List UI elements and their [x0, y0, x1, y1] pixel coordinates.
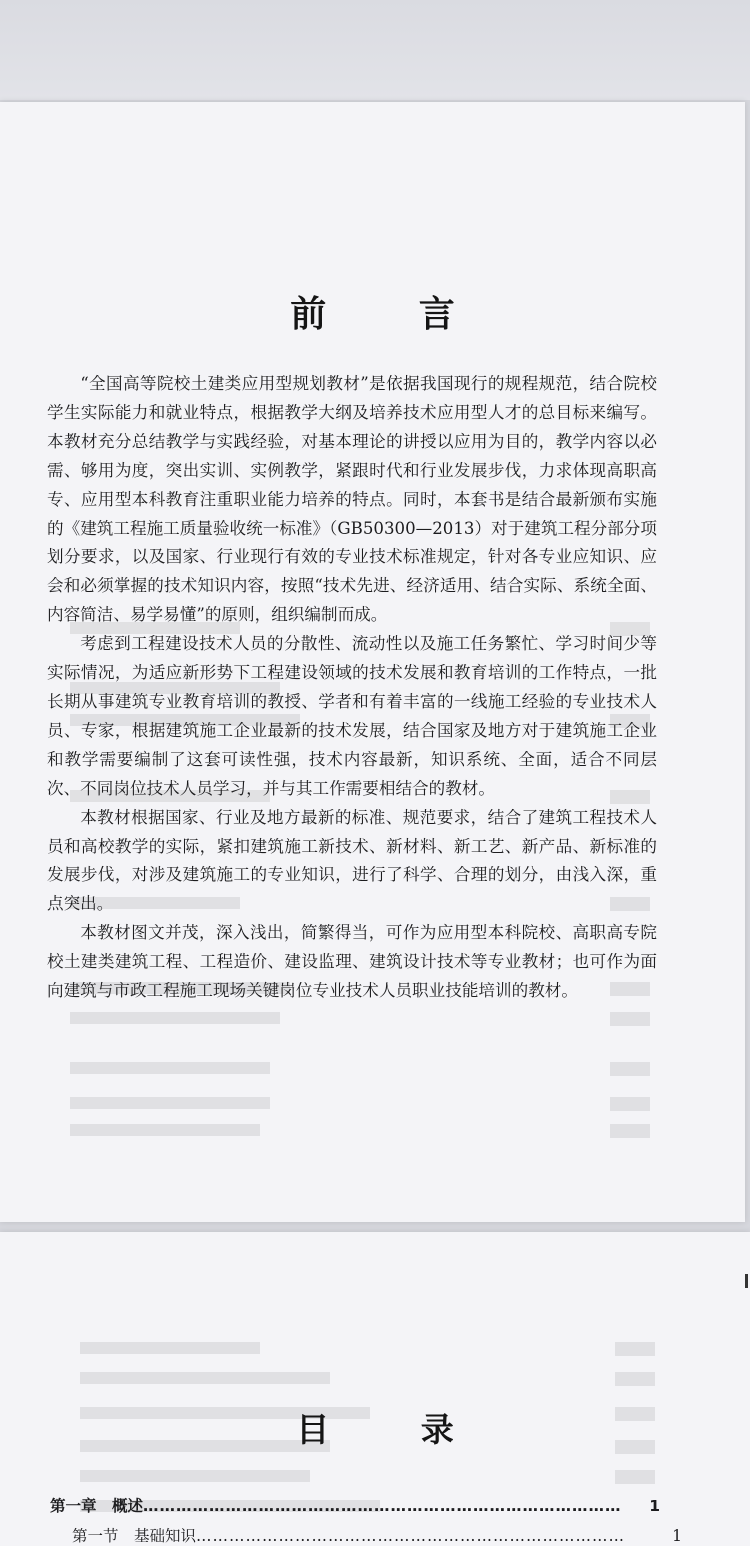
toc-page [0, 1232, 750, 1546]
page-edge-mark [745, 1274, 748, 1288]
toc-entry-label: 第一节 基础知识 [72, 1527, 197, 1545]
preface-paragraph-3: 本教材根据国家、行业及地方最新的标准、规范要求，结合了建筑工程技术人员和高校教学的实际，紧扣建筑施工新技术、新材料、新工艺、新产品、新标准的发展步伐，对涉及建筑施工的专业知识，进行了科学、合理的划分，由浅入深，重点突出。 [47, 807, 657, 914]
previous-page-strip [0, 0, 750, 100]
toc-entry-label: 第一章 概述 [50, 1497, 144, 1515]
toc-title: 目 录 [296, 1410, 494, 1449]
toc-entry-chapter-1[interactable] [50, 1494, 660, 1516]
preface-paragraph-1: “全国高等院校土建类应用型规划教材”是依据我国现行的规程规范，结合院校学生实际能力和就业特点，根据教学大纲及培养技术应用型人才的总目标来编写。本教材充分总结教学与实践经验，对基本理论的讲授以应用为目的，教学内容以必需、够用为度，突出实训、实例教学，紧跟时代和行业发展步伐，力求体现高职高专、应用型本科教育注重职业能力培养的特点。同时，本套书是结合最新颁布实施的《建筑工程施工质量验收统一标准》（GB50300—2013）对于建筑工程分部分项划分要求，以及国家、行业现行有效的专业技术标准规定，针对各专业应知识、应会和必须掌握的技术知识内容，按照“技术先进、经济适用、结合实际、系统全面、内容简洁、易学易懂”的原则，组织编制而成。 [47, 374, 657, 625]
toc-entry-page: 1 [672, 1527, 682, 1545]
toc-entry-page: 1 [649, 1497, 660, 1515]
preface-paragraph-4: 本教材图文并茂，深入浅出，简繁得当，可作为应用型本科院校、高职高专院校土建类建筑工程、工程造价、建设监理、建筑设计技术等专业教材；也可作为面向建筑与市政工程施工现场关键岗位专业技术人员职业技能培训的教材。 [47, 923, 657, 1001]
preface-paragraph-2: 考虑到工程建设技术人员的分散性、流动性以及施工任务繁忙、学习时间少等实际情况，为适应新形势下工程建设领域的技术发展和教育培训的工作特点，一批长期从事建筑专业教育培训的教授、学者和有着丰富的一线施工经验的专业技术人员、专家，根据建筑施工企业最新的技术发展，结合国家及地方对于建筑施工企业和教学需要编制了这套可读性强，技术内容最新，知识系统、全面，适合不同层次、不同岗位技术人员学习，并与其工作需要相结合的教材。 [47, 634, 657, 798]
toc-entry-section-1[interactable] [50, 1524, 682, 1546]
toc-leader-dots: …………………………………………………………………… [196, 1527, 626, 1545]
preface-title: 前 言 [290, 294, 495, 335]
toc-leader-dots: …………………………………………………………………………… [143, 1497, 622, 1515]
preface-page [0, 102, 745, 1222]
preface-body [47, 370, 657, 1006]
